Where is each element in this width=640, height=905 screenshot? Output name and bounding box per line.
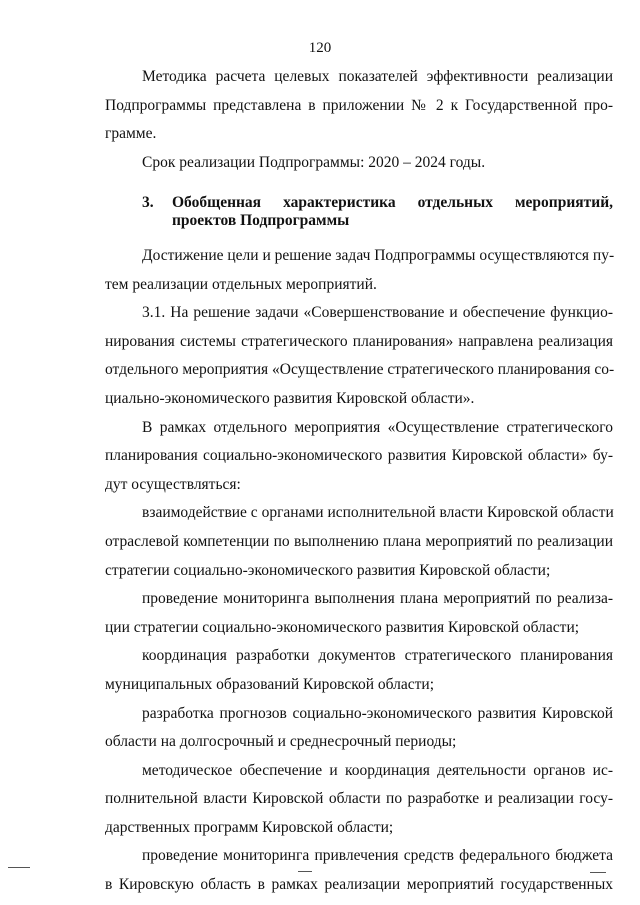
- text-line: муниципальных образований Кировской области;: [105, 675, 435, 693]
- text-line: тем реализации отдельных мероприятий.: [105, 275, 377, 293]
- section-title-line-2: проектов Подпрограммы: [172, 212, 350, 229]
- text-line: Срок реализации Подпрограммы: 2020 – 2024 годы.: [142, 154, 486, 171]
- paragraph: [105, 242, 613, 299]
- text-line: нирования системы стратегического планирования» направлена реализация: [105, 332, 613, 350]
- text-line: ции стратегии социально-экономического развития Кировской области;: [105, 618, 580, 636]
- text-line: Подпрограммы представлена в приложении № 2 к Государственной про-: [105, 96, 613, 114]
- text-line: циально-экономического развития Кировской области».: [105, 389, 475, 407]
- text-line: дарственных программ Кировской области;: [105, 818, 394, 836]
- text-line: стратегии социально-экономического развития Кировской области;: [105, 561, 551, 579]
- text-line: методическое обеспечение и координация деятельности органов ис-: [142, 761, 613, 779]
- body-text: [105, 242, 613, 900]
- page-number: 120: [308, 40, 332, 56]
- scan-artifact: [8, 867, 30, 868]
- paragraph: [105, 842, 613, 899]
- text-line: грамме.: [105, 125, 157, 143]
- paragraph: [105, 642, 613, 699]
- text-line: дут осуществляться:: [105, 475, 241, 493]
- text-line: проведение мониторинга выполнения плана мероприятий по реализа-: [142, 590, 613, 608]
- scan-artifact: [298, 871, 312, 872]
- section-title-line-1: Обобщенная характеристика отдельных мероприятий,: [172, 194, 613, 211]
- paragraph: [105, 585, 613, 642]
- text-line: проведение мониторинга привлечения средств федерального бюджета: [142, 847, 613, 865]
- text-line: полнительной власти Кировской области по разработке и реализации госу-: [105, 790, 613, 808]
- paragraph: [105, 757, 613, 843]
- text-line: взаимодействие с органами исполнительной власти Кировской области: [142, 504, 614, 522]
- paragraph: [105, 499, 613, 585]
- section-number: 3.: [142, 194, 154, 211]
- text-line: планирования социально-экономического развития Кировской области» бу-: [105, 447, 613, 465]
- text-line: области на долгосрочный и среднесрочный периоды;: [105, 733, 457, 751]
- intro-paragraph-methodology: [105, 63, 613, 149]
- text-line: координация разработки документов стратегического планирования: [142, 647, 613, 665]
- text-line: отраслевой компетенции по выполнению плана мероприятий по реализации: [105, 532, 613, 550]
- paragraph: [105, 700, 613, 757]
- text-line: Достижение цели и решение задач Подпрограммы осуществляются пу-: [142, 247, 615, 264]
- text-line: в Кировскую область в рамках реализации мероприятий государственных: [105, 876, 613, 894]
- text-line: 3.1. На решение задачи «Совершенствование и обеспечение функцио-: [142, 304, 613, 322]
- scan-artifact: [590, 872, 606, 873]
- text-line: отдельного мероприятия «Осуществление стратегического планирования со-: [105, 361, 615, 379]
- paragraph: [105, 414, 613, 500]
- intro-paragraph-term: [105, 149, 613, 178]
- text-line: разработка прогнозов социально-экономического развития Кировской: [142, 704, 613, 722]
- paragraph: [105, 299, 613, 413]
- text-line: В рамках отдельного мероприятия «Осуществление стратегического: [142, 418, 613, 436]
- section-heading: [142, 194, 613, 230]
- text-line: Методика расчета целевых показателей эффективности реализации: [142, 68, 613, 85]
